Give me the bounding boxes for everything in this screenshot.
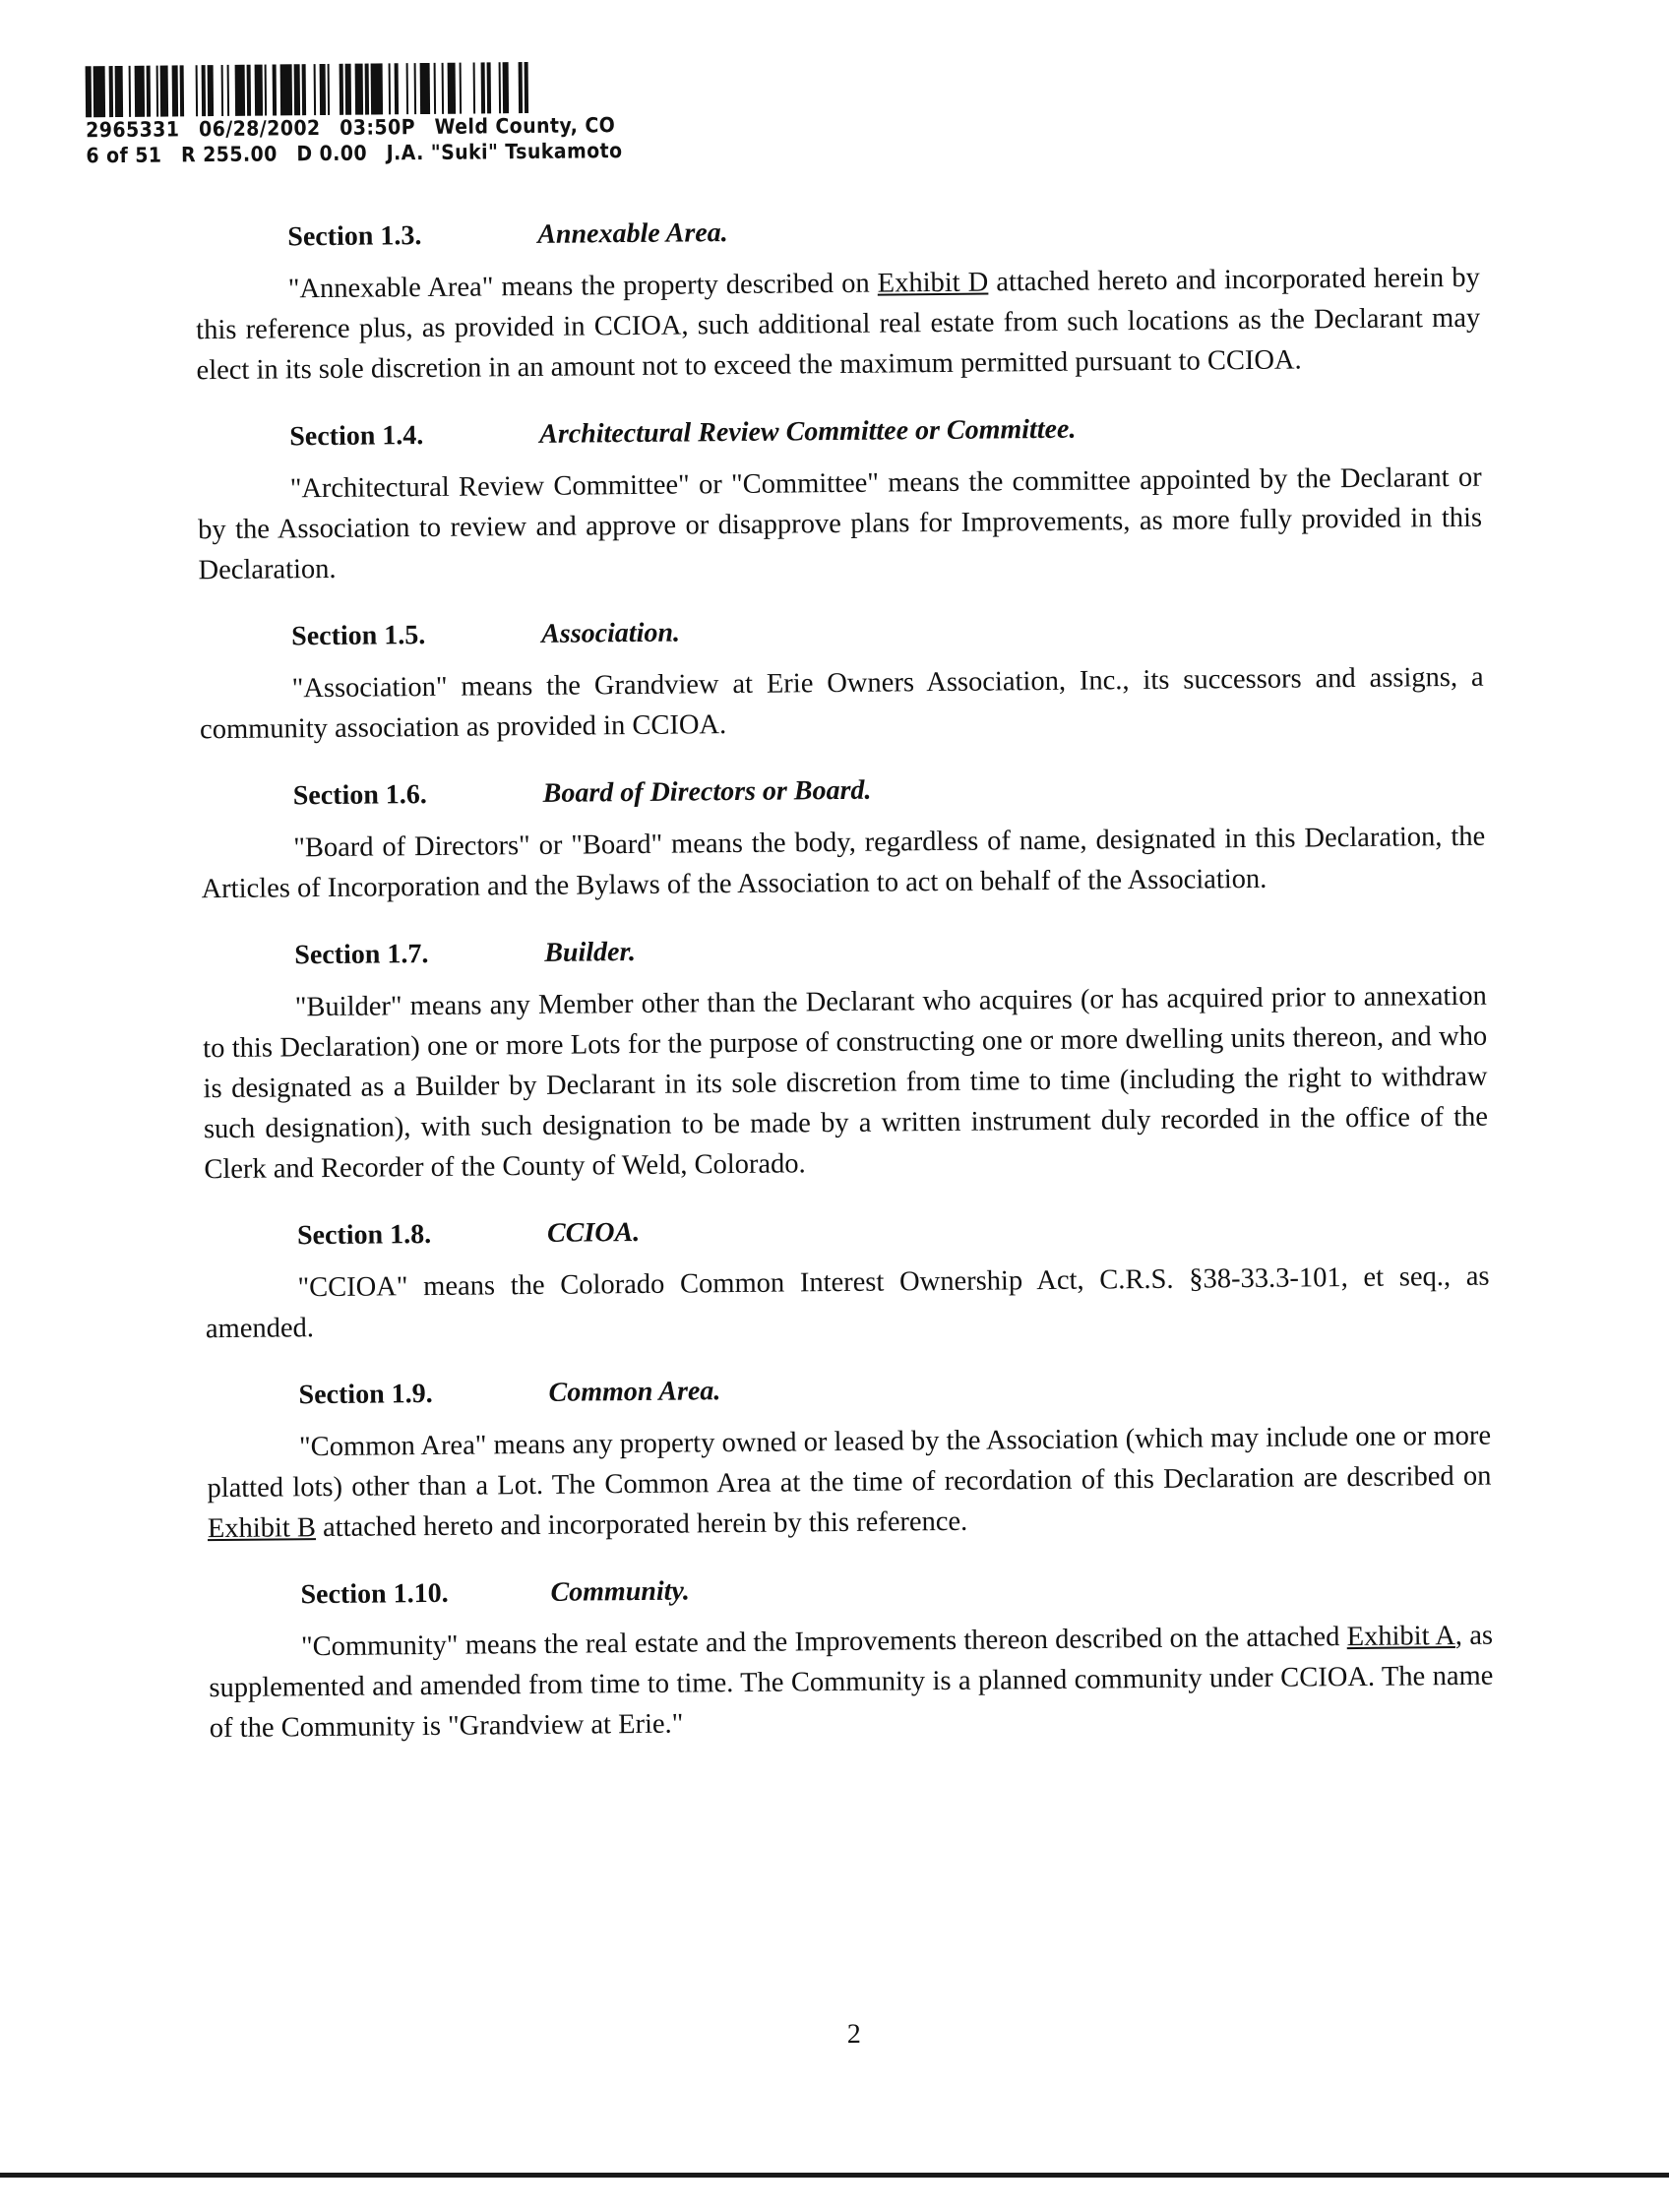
recording-stamp <box>86 52 775 169</box>
recording-date: 06/28/2002 <box>198 116 321 142</box>
barcode-bar <box>235 65 245 116</box>
section-text <box>205 1257 1490 1350</box>
section-heading <box>289 408 1481 456</box>
section-heading <box>300 1567 1492 1614</box>
section-number: Section 1.3. <box>287 220 422 253</box>
text-run: "Builder" means any Member other than the Declarant who acquires (or has acquired prior to annexation to this Declaration) one or more Lots for the purpose of constructing one or more dwelling units thereon, and who is designated as a Builder by Declarant in its sole discretion from time to time (including the right to withdraw such designation), with such designation to be made by a written instrument duly recorded in the office of the Clerk and Recorder of the County of Weld, Colorado. <box>203 980 1489 1186</box>
text-run: "Association" means the Grandview at Erie Owners Association, Inc., its successors and assigns, a community association as provided in CCIOA. <box>199 661 1484 746</box>
section-number: Section 1.6. <box>292 779 427 812</box>
section-title: Architectural Review Committee or Committee. <box>539 413 1077 450</box>
doc-fee: D 0.00 <box>296 141 368 166</box>
recording-county: Weld County, CO <box>434 113 616 139</box>
section-title: Builder. <box>544 936 637 968</box>
text-run: "Architectural Review Committee" or "Committee" means the committee appointed by the Declarant or by the Association to review and approve or disapprove plans for Improvements, as more fully provided in this Declaration. <box>197 461 1483 586</box>
text-run: , as supplemented and amended from time to time. The Community is a planned community under CCIOA. The name of the Community is "Grandview at Erie." <box>209 1620 1494 1745</box>
barcode-bar <box>525 62 528 113</box>
recording-fee: R 255.00 <box>180 142 278 167</box>
section-number: Section 1.5. <box>291 620 426 652</box>
recording-time: 03:50P <box>340 115 416 140</box>
section-title: Association. <box>541 617 681 649</box>
section-heading <box>287 209 1479 256</box>
document-body <box>195 209 1494 1778</box>
exhibit-reference: Exhibit A <box>1346 1621 1455 1653</box>
reception-number: 2965331 <box>86 117 180 143</box>
section-text <box>196 258 1481 392</box>
section-number: Section 1.9. <box>298 1378 433 1411</box>
section-title: Annexable Area. <box>537 217 728 250</box>
section-number: Section 1.4. <box>289 420 424 453</box>
exhibit-reference: Exhibit D <box>877 267 989 299</box>
barcode-bar <box>330 64 340 115</box>
barcode-bar <box>371 63 383 114</box>
bottom-scan-edge <box>0 2173 1669 2178</box>
section-number: Section 1.7. <box>294 939 429 971</box>
barcode <box>86 52 766 118</box>
section-text <box>198 458 1483 591</box>
section-text <box>209 1616 1494 1750</box>
section-heading <box>297 1207 1489 1255</box>
barcode-bar <box>280 64 292 115</box>
recording-line-2 <box>86 137 706 168</box>
page-number: 2 <box>846 2018 861 2050</box>
definition-section <box>201 768 1486 910</box>
section-heading <box>298 1367 1490 1414</box>
barcode-bar <box>462 63 473 114</box>
barcode-bar <box>184 65 196 116</box>
definition-section <box>195 209 1481 392</box>
text-run: attached hereto and incorporated herein by this reference. <box>315 1505 968 1544</box>
section-heading <box>291 608 1483 655</box>
section-text <box>207 1416 1492 1550</box>
section-text <box>201 817 1486 910</box>
text-run: "CCIOA" means the Colorado Common Interest Ownership Act, C.R.S. §38-33.3-101, et seq., as amended. <box>205 1260 1490 1345</box>
text-run: "Annexable Area" means the property described on <box>287 268 878 305</box>
definition-section <box>206 1367 1492 1550</box>
section-title: Common Area. <box>548 1376 721 1408</box>
exhibit-reference: Exhibit B <box>207 1512 317 1545</box>
text-run: "Board of Directors" or "Board" means the body, regardless of name, designated in this Declaration, the Articles of Incorporation and the Bylaws of the Association to act on behalf of the Association. <box>201 821 1486 905</box>
barcode-bar <box>93 66 105 117</box>
page-of: 6 of 51 <box>86 143 162 168</box>
section-title: Community. <box>550 1575 690 1608</box>
barcode-bar <box>509 62 519 113</box>
section-text <box>199 657 1484 751</box>
section-heading <box>293 768 1485 815</box>
section-text <box>203 976 1489 1191</box>
clerk-name: J.A. "Suki" Tsukamoto <box>386 139 623 165</box>
text-run: "Community" means the real estate and the Improvements thereon described on the attached <box>300 1622 1347 1663</box>
section-number: Section 1.8. <box>296 1218 432 1252</box>
section-title: CCIOA. <box>546 1216 641 1249</box>
definition-section <box>202 927 1488 1191</box>
definition-section <box>208 1567 1494 1750</box>
definition-section <box>197 408 1483 591</box>
barcode-bar <box>420 63 430 114</box>
definition-section <box>199 608 1484 751</box>
section-number: Section 1.10. <box>300 1577 449 1611</box>
section-title: Board of Directors or Board. <box>542 774 872 809</box>
text-run: attached hereto and incorporated herein by this reference plus, as provided in CCIOA, such additional real estate from such locations as the Declarant may elect in its sole discretion in an amount not to exceed the maximum permitted pursuant to CCIOA. <box>196 262 1481 387</box>
definition-section <box>205 1207 1490 1350</box>
text-run: "Common Area" means any property owned or leased by the Association (which may include one or more platted lots) other than a Lot. The Common Area at the time of recordation of this Declaration are described on <box>207 1420 1492 1505</box>
section-heading <box>294 927 1486 974</box>
barcode-bar <box>135 66 145 117</box>
